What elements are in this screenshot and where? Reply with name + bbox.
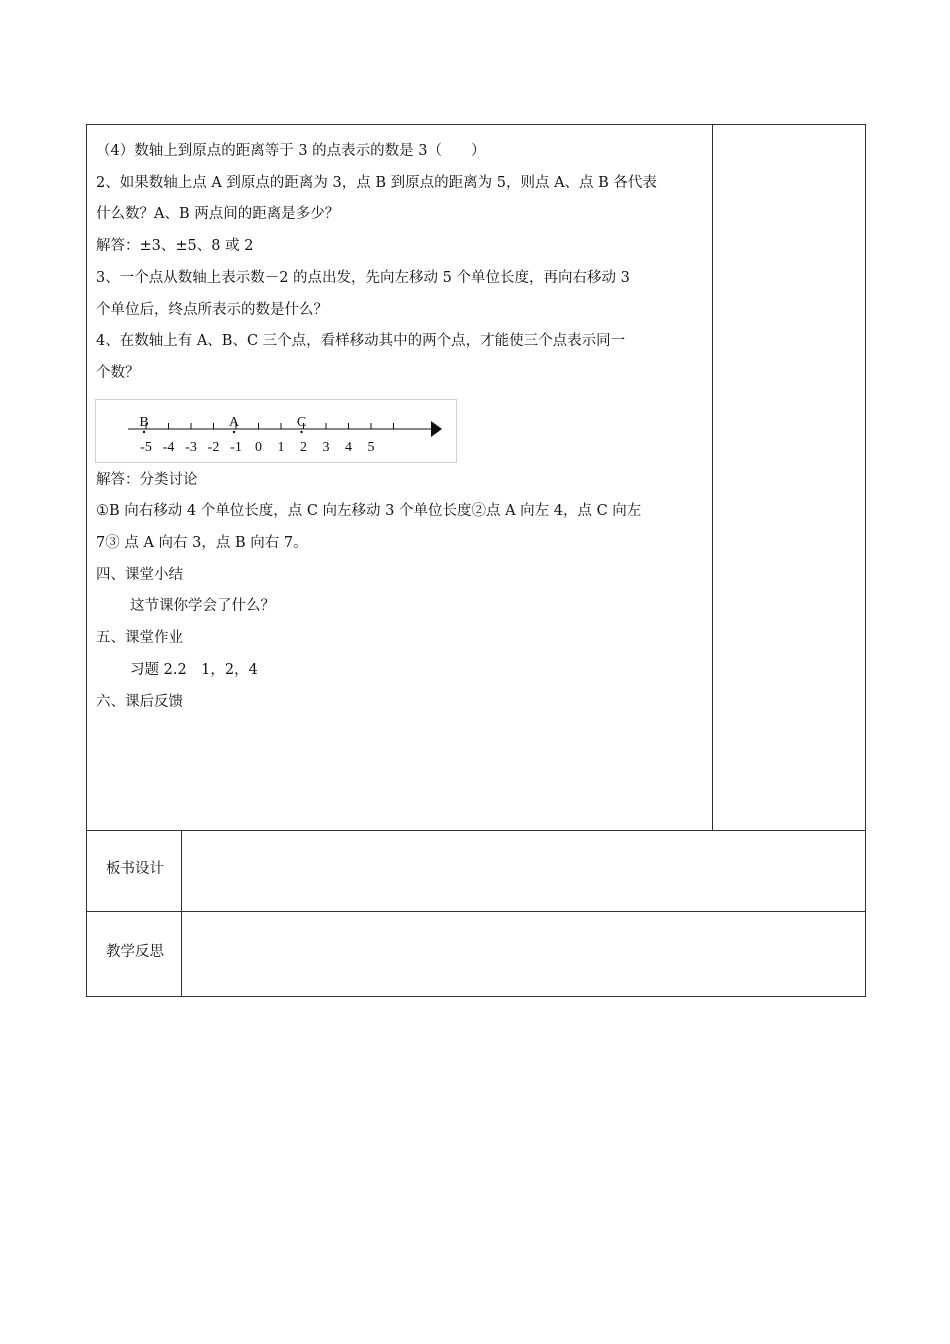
lesson-content — [96, 136, 708, 718]
question-3-line1: 3、一个点从数轴上表示数－2 的点出发，先向左移动 5 个单位长度，再向右移动 3 — [96, 269, 630, 286]
tick-label: 3 — [322, 439, 330, 455]
section-summary-body: 这节课你学会了什么？ — [130, 598, 275, 615]
row-divider-2 — [86, 911, 866, 912]
question-2-line2: 什么数？A、B 两点间的距离是多少？ — [96, 206, 340, 223]
solution-line1: ①B 向右移动 4 个单位长度，点 C 向左移动 3 个单位长度②点 A 向左 4，点 C 向左 — [96, 503, 642, 520]
side-column-divider — [712, 124, 713, 831]
question-4-line1: 4、在数轴上有 A、B、C 三个点，看样移动其中的两个点，才能使三个点表示同一 — [96, 333, 626, 350]
point-dot — [233, 430, 235, 432]
point-dot — [300, 430, 302, 432]
point-label: C — [296, 414, 307, 430]
answer-2: 解答：±3、±5、8 或 2 — [96, 238, 254, 255]
number-line-arrow — [431, 421, 442, 437]
tick-label: 2 — [300, 439, 307, 455]
point-label: B — [139, 414, 149, 430]
question-2-line1: 2、如果数轴上点 A 到原点的距离为 3，点 B 到原点的距离为 5，则点 A、点 B 各代表 — [96, 174, 657, 191]
number-line-svg — [96, 400, 456, 462]
tick-label: -5 — [140, 439, 152, 455]
point-dot — [143, 430, 145, 432]
tick-label: 4 — [345, 439, 352, 455]
tick-label: -1 — [230, 439, 242, 455]
label-column-divider — [181, 830, 182, 997]
point-label: A — [228, 414, 240, 430]
board-design-label: 板书设计 — [106, 861, 164, 877]
tick-label: 0 — [255, 439, 262, 455]
tick-label: -3 — [185, 439, 197, 455]
row-divider-1 — [86, 830, 866, 831]
tick-label: -4 — [162, 439, 175, 455]
answer-4: 解答：分类讨论 — [96, 471, 198, 488]
tick-label: 1 — [277, 439, 285, 455]
solution-line2: 7③ 点 A 向右 3，点 B 向右 7。 — [96, 535, 308, 552]
tick-label: -2 — [207, 439, 220, 455]
reflection-label: 教学反思 — [106, 944, 164, 960]
section-feedback-heading: 六、课后反馈 — [96, 693, 183, 710]
number-line-figure — [95, 399, 457, 463]
section-summary-heading: 四、课堂小结 — [96, 566, 183, 583]
question-4-sub: （4）数轴上到原点的距离等于 3 的点表示的数是 3（ ） — [96, 143, 486, 159]
question-4-line2: 个数？ — [96, 364, 140, 381]
tick-label: 5 — [367, 439, 375, 455]
question-3-line2: 个单位后，终点所表示的数是什么？ — [96, 301, 328, 318]
section-homework-body: 习题 2.2 1，2，4 — [130, 661, 258, 678]
section-homework-heading: 五、课堂作业 — [96, 630, 183, 647]
